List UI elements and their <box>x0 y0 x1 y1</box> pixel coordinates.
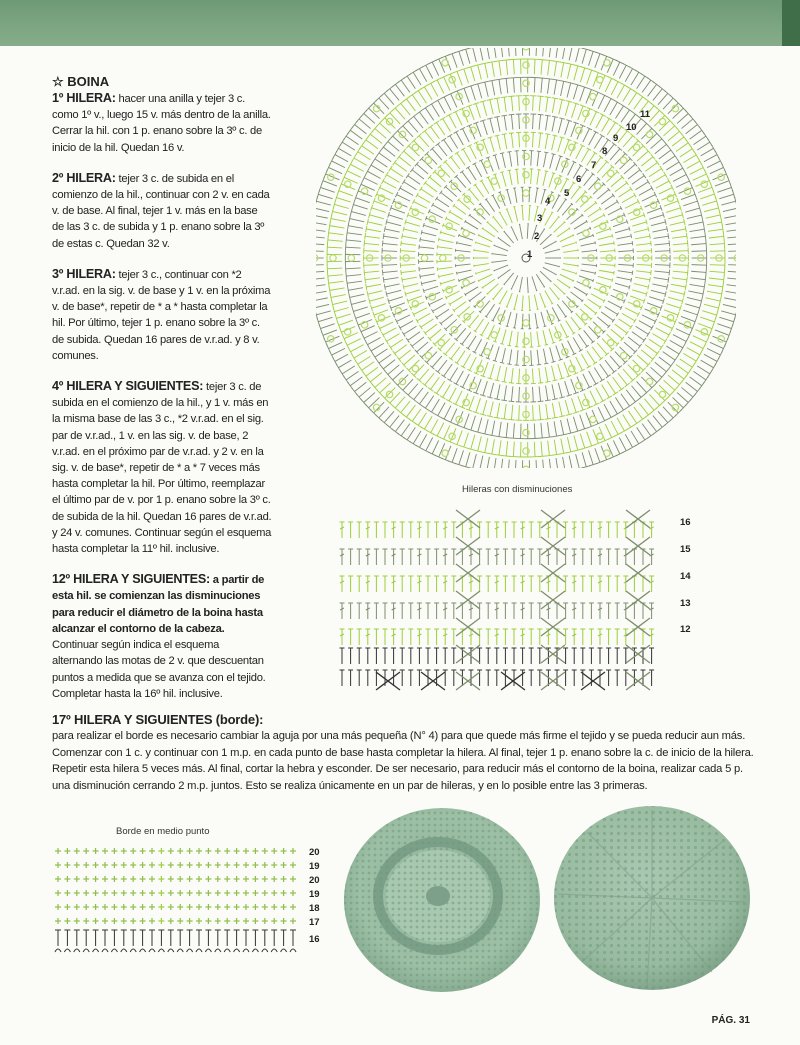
circle-number-4: 4 <box>545 196 551 207</box>
row-12-bold-text: a partir de esta hil. se comienzan las disminuciones para reducir el diámetro de la boina hasta alcanzar el contorno de la cabeza. <box>52 574 265 635</box>
circle-number-6: 6 <box>576 174 582 185</box>
circle-number-7: 7 <box>591 160 597 171</box>
row-12-label: 12º HILERA Y SIGUIENTES: <box>52 572 210 587</box>
row-3-instructions <box>52 266 272 364</box>
header-band <box>0 0 800 46</box>
decrease-rows-chart <box>338 500 663 700</box>
border-stitch-marks <box>55 848 296 952</box>
circle-number-3: 3 <box>537 213 543 224</box>
circle-number-8: 8 <box>602 146 608 157</box>
row-12-text: Continuar según indica el esquema alternando las motas de 2 v. que descuentan puntos a medida que se avanza con el tejido. Completar hasta la 16º hil. inclusive. <box>52 639 266 700</box>
row-3-text: tejer 3 c., continuar con *2 v.r.ad. en la sig. v. de base y 1 v. en la próxima v. de base*, repetir de * a * hasta completar la hil. Por último, tejer 1 p. enano sobre la 3º c. de subida. Quedan 16 pares de v.r.ad. y 8 v. comunes. <box>52 268 271 362</box>
row-1-label: 1º HILERA: <box>52 91 116 105</box>
border-row-label-19b: 19 <box>309 889 320 900</box>
row-12-instructions <box>52 571 272 702</box>
page-number: PÁG. 31 <box>711 1015 750 1026</box>
row-4-instructions <box>52 378 272 557</box>
row-17-text: para realizar el borde es necesario cambiar la aguja por una más pequeña (N° 4) para que quede más firme el tejido y se pueda reducir aun más. Comenzar con 1 c. y continuar con 1 m.p. en cada punto de base hasta completar la hilera. Al final, tejer 1 p. enano sobre la c. de inicio de la hilera. Repetir esta hilera 5 veces más. Al final, cortar la hebra y esconder. De ser necesario, para reducir más el contorno de la boina, realizar cada 5 p. una disminución cerrando 2 m.p. juntos. Esto se realiza únicamente en un par de hileras, y en lo posible entre las 3 primeras. <box>52 730 754 792</box>
decrease-row-label-12: 12 <box>680 624 691 635</box>
decrease-chart-caption: Hileras con disminuciones <box>462 484 573 495</box>
border-stitch-chart <box>52 842 307 962</box>
decrease-stitch-marks <box>340 510 655 690</box>
circle-number-9: 9 <box>613 133 619 144</box>
row-1-instructions <box>52 90 272 156</box>
row-3-label: 3º HILERA: <box>52 266 116 281</box>
decrease-row-label-14: 14 <box>680 571 691 582</box>
border-row-label-18: 18 <box>309 903 320 914</box>
beret-photo-top <box>552 802 752 992</box>
border-row-label-17: 17 <box>309 917 320 928</box>
row-4-text: tejer 3 c. de subida en el comienzo de la hil., y 1 v. más en la misma base de las 3 c., *2 v.r.ad. en el sig. par de v.r.ad., 1 v. en las sig. v. de base, 2 v.r.ad. en el próximo par de v.r.ad. y 2 v. en la sig. v. de base*, repetir de * a * 7 veces más hasta completar la hil. Por último, reemplazar el último par de v. por 1 p. enano sobre la 3º c. de subida de la hil. Quedan 16 pares de v.r.ad. y 24 v. comunes. Continuar según el esquema hasta completar la 11º hil. inclusive. <box>52 381 272 556</box>
decrease-row-label-13: 13 <box>680 598 691 609</box>
row-17-label: 17º HILERA Y SIGUIENTES (borde): <box>52 712 264 727</box>
circle-number-5: 5 <box>564 188 570 199</box>
header-stripe <box>782 0 800 46</box>
row-1-text: hacer una anilla y tejer 3 c. como 1º v., luego 15 v. más dentro de la anilla. Cerrar la hil. con 1 p. enano sobre la 3º c. de inicio de la hil. Quedan 16 v. <box>52 93 271 154</box>
decrease-row-label-16: 16 <box>680 517 691 528</box>
row-4-label: 4º HILERA Y SIGUIENTES: <box>52 379 204 394</box>
row-17-instructions <box>52 712 760 794</box>
instructions-column <box>52 74 272 716</box>
round-crochet-diagram <box>316 48 736 468</box>
border-row-label-19a: 19 <box>309 861 320 872</box>
decrease-row-label-15: 15 <box>680 544 691 555</box>
section-title: ☆ BOINA <box>52 74 110 89</box>
beret-photo-underside <box>342 804 542 994</box>
border-row-label-20b: 20 <box>309 875 320 886</box>
row-2-text: tejer 3 c. de subida en el comienzo de la hil., continuar con 2 v. en cada v. de base. Al final, tejer 1 v. más en la base de las 3 c. de subida y 1 p. enano sobre la 3º de estas c. Quedan 32 v. <box>52 172 270 250</box>
row-2-label: 2º HILERA: <box>52 170 116 185</box>
row-2-instructions <box>52 170 272 252</box>
border-chart-caption: Borde en medio punto <box>116 826 210 837</box>
border-row-label-20a: 20 <box>309 847 320 858</box>
border-row-label-16: 16 <box>309 934 320 945</box>
circle-number-1: 1 <box>527 249 533 260</box>
circle-number-2: 2 <box>534 231 540 242</box>
circle-number-10: 10 <box>626 122 637 133</box>
circle-number-11: 11 <box>640 109 651 120</box>
stitch-marks <box>316 48 736 468</box>
